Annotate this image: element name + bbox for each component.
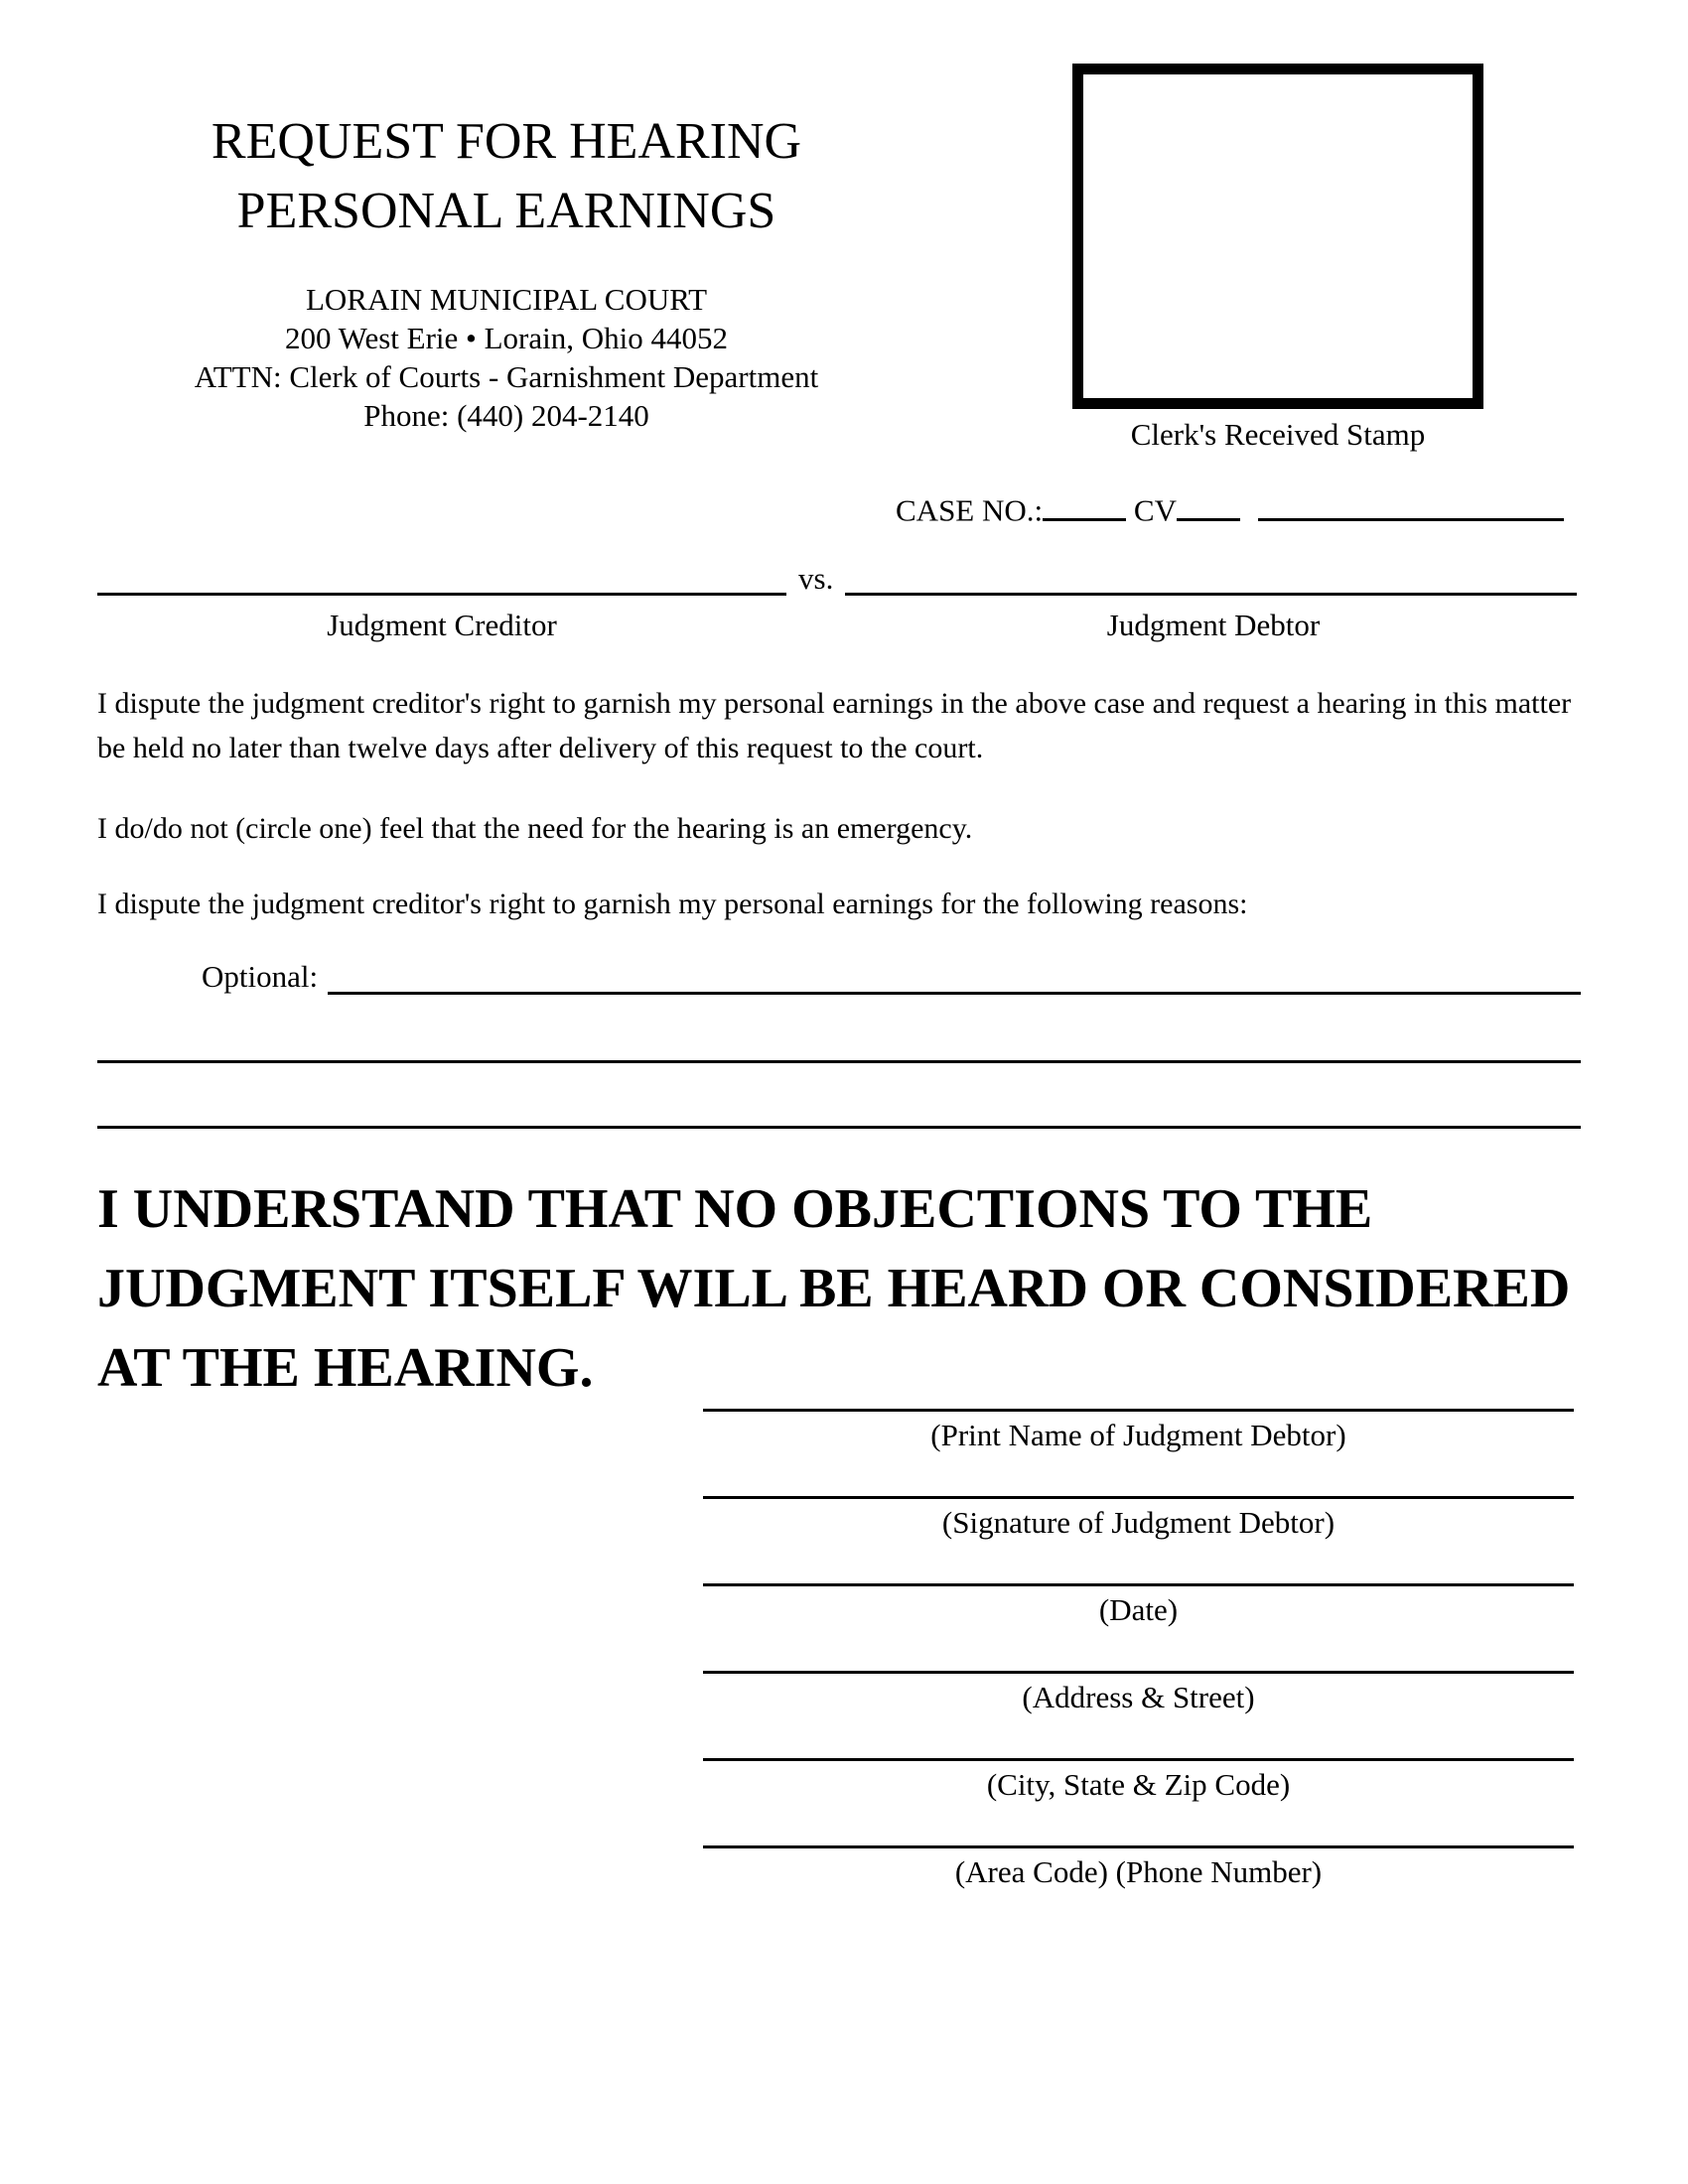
parties-row bbox=[97, 554, 1577, 596]
court-info bbox=[119, 280, 894, 435]
case-number-row bbox=[896, 488, 1564, 529]
judgment-debtor-blank bbox=[845, 554, 1577, 596]
city-state-zip-blank bbox=[703, 1729, 1574, 1761]
clerks-stamp-caption: Clerk's Received Stamp bbox=[1130, 417, 1426, 452]
optional-label: Optional: bbox=[202, 959, 319, 994]
address-row bbox=[703, 1642, 1574, 1729]
judgment-creditor-blank bbox=[97, 554, 786, 596]
phone-blank bbox=[703, 1817, 1574, 1848]
judgment-creditor-caption: Judgment Creditor bbox=[327, 608, 557, 642]
court-address: 200 West Erie • Lorain, Ohio 44052 bbox=[284, 321, 729, 355]
print-name-caption: (Print Name of Judgment Debtor) bbox=[930, 1418, 1346, 1452]
cv-label: CV bbox=[1133, 492, 1177, 528]
no-objections-notice: I UNDERSTAND THAT NO OBJECTIONS TO THE JUDGMENT ITSELF WILL BE HEARD OR CONSIDERED AT THE HEARING. bbox=[97, 1178, 1571, 1399]
page-title-line1: REQUEST FOR HEARING bbox=[211, 113, 802, 170]
phone-caption: (Area Code) (Phone Number) bbox=[954, 1854, 1323, 1889]
city-state-zip-row bbox=[703, 1729, 1574, 1817]
address-caption: (Address & Street) bbox=[1022, 1680, 1255, 1714]
party-captions-row bbox=[97, 608, 1577, 643]
date-caption: (Date) bbox=[1098, 1592, 1179, 1627]
court-name: LORAIN MUNICIPAL COURT bbox=[305, 282, 708, 317]
date-blank bbox=[703, 1555, 1574, 1586]
reasons-paragraph: I dispute the judgment creditor's right to garnish my personal earnings for the following reasons: bbox=[97, 887, 1248, 920]
party-captions-spacer bbox=[786, 608, 850, 643]
page-title bbox=[119, 107, 894, 246]
signature-block bbox=[703, 1380, 1574, 1904]
signature-row bbox=[703, 1467, 1574, 1555]
court-attn: ATTN: Clerk of Courts - Garnishment Department bbox=[194, 359, 819, 394]
print-name-blank bbox=[703, 1380, 1574, 1412]
city-state-zip-caption: (City, State & Zip Code) bbox=[986, 1767, 1291, 1802]
signature-caption: (Signature of Judgment Debtor) bbox=[941, 1505, 1336, 1540]
clerks-stamp-box bbox=[1072, 64, 1483, 409]
optional-blank bbox=[328, 955, 1581, 995]
date-row bbox=[703, 1555, 1574, 1642]
dispute-paragraph: I dispute the judgment creditor's right to garnish my personal earnings in the above case and request a hearing in this matter be held no later than twelve days after delivery of this request to the court. bbox=[97, 687, 1572, 764]
vs-label: vs. bbox=[798, 560, 834, 596]
reasons-blank-2 bbox=[97, 1126, 1581, 1129]
case-no-label: CASE NO.: bbox=[896, 492, 1044, 528]
cv-blank bbox=[1177, 488, 1240, 521]
address-blank bbox=[703, 1642, 1574, 1674]
reasons-blank-1 bbox=[97, 1060, 1581, 1063]
judgment-debtor-caption: Judgment Debtor bbox=[1106, 608, 1321, 642]
emergency-paragraph: I do/do not (circle one) feel that the need for the hearing is an emergency. bbox=[97, 812, 973, 845]
phone-row bbox=[703, 1817, 1574, 1904]
court-phone: Phone: (440) 204-2140 bbox=[363, 398, 649, 433]
case-no-blank bbox=[1043, 488, 1126, 521]
page-title-line2: PERSONAL EARNINGS bbox=[236, 183, 776, 239]
signature-blank bbox=[703, 1467, 1574, 1499]
case-suffix-blank bbox=[1258, 488, 1564, 521]
optional-row bbox=[202, 955, 1581, 995]
print-name-row bbox=[703, 1380, 1574, 1467]
